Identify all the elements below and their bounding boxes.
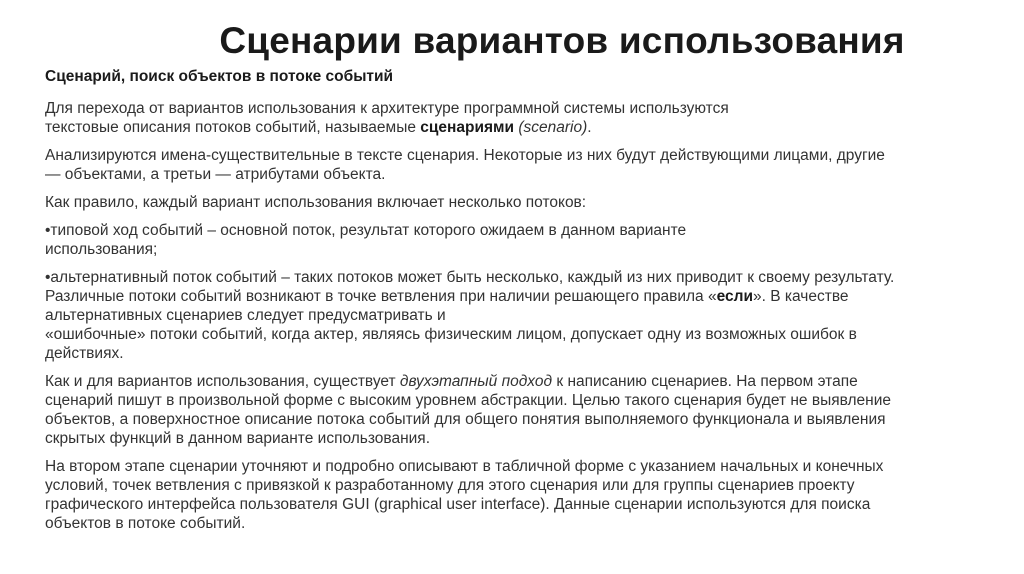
paragraph-5-text-c: ». В качестве альтернативных сценариев следует предусматривать и «ошибочные» потоки событий, когда актер, являясь физическим лицом, допускает одну из возможных ошибок в действиях. <box>45 288 857 362</box>
bullet-alternative-flow <box>45 268 1000 363</box>
paragraph-1-text-e: . <box>587 119 592 136</box>
paragraph-1 <box>45 99 1000 137</box>
slide-title: Сценарии вариантов использования <box>219 20 905 61</box>
term-if: если <box>716 288 754 305</box>
slide-subtitle: Сценарий, поиск объектов в потоке событий <box>45 68 394 85</box>
paragraph-2: Анализируются имена-существительные в тексте сценария. Некоторые из них будут действующими лицами, другие — объектами, а третьи — атрибутами объекта. <box>45 147 885 183</box>
term-scenario-english: (scenario) <box>518 119 588 136</box>
paragraph-1-text-a: Для перехода от вариантов использования к архитектуре программной системы используются текстовые описания потоков событий, называемые <box>45 100 729 136</box>
paragraph-5-text-a: •альтернативный поток событий – таких потоков может быть несколько, каждый из них приводит к своему результату. Различные потоки событий возникают в точке ветвления при наличии решающего правила « <box>45 269 895 305</box>
term-scenarios: сценариями <box>420 119 515 136</box>
slide-body <box>45 99 1000 542</box>
term-two-stage-approach: двухэтапный подход <box>399 373 553 390</box>
bullet-main-flow: •типовой ход событий – основной поток, результат которого ожидаем в данном варианте использования; <box>45 222 687 258</box>
paragraph-6-text-a: Как и для вариантов использования, существует <box>45 373 400 390</box>
paragraph-3: Как правило, каждый вариант использования включает несколько потоков: <box>45 194 587 211</box>
paragraph-7: На втором этапе сценарии уточняют и подробно описывают в табличной форме с указанием начальных и конечных условий, точек ветвления с привязкой к разработанному для этого сценария или для группы сценариев проекту графического интерфейса пользователя GUI (graphical user interface). Данные сценарии используются для поиска объектов в потоке событий. <box>45 458 884 532</box>
paragraph-6 <box>45 372 1000 448</box>
paragraph-6-text-c: к написанию сценариев. На первом этапе сценарий пишут в произвольной форме с высоким уровнем абстракции. Целью такого сценария будет не выявление объектов, а поверхностное описание потока событий для общего понятия выполняемого функционала и выявления скрытых функций в данном варианте использования. <box>45 373 892 447</box>
